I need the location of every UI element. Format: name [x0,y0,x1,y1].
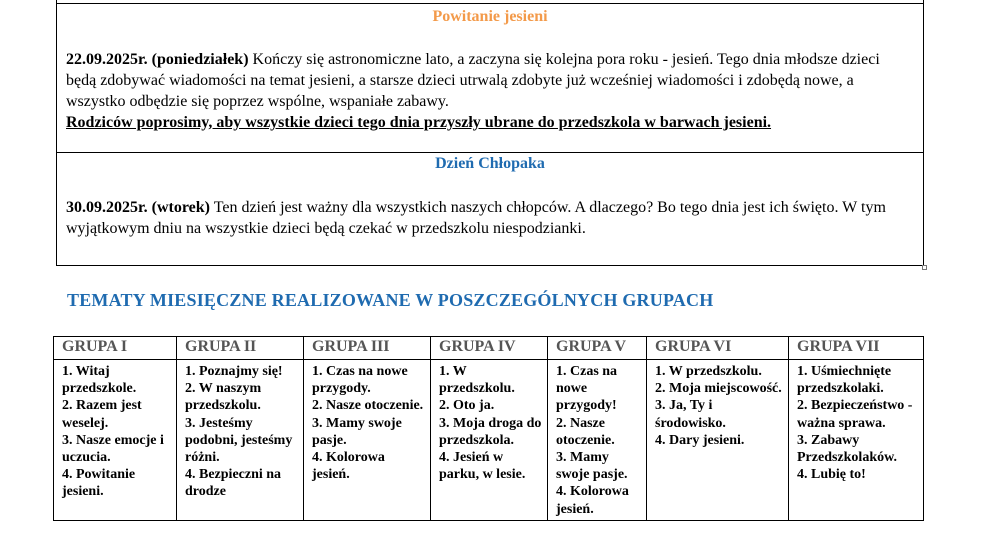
topic-item: 4. Dary jesieni. [655,432,745,448]
topic-item: 2. Oto ja. [439,398,495,414]
topic-item: 1. Witaj przedszkole. [62,364,137,397]
event-boys-day [57,152,923,265]
group-topics-cell [548,360,647,521]
topic-item: 1. Poznajmy się! [185,364,283,379]
group-header: GRUPA III [304,337,431,360]
topic-item: 4. Kolorowa jesień. [312,450,385,483]
event-date: 22.09.2025r. (poniedziałek) [66,51,249,68]
group-header: GRUPA I [54,337,177,360]
topic-item: 4. Jesień w parku, w lesie. [439,450,526,483]
topic-item: 3. Jesteśmy podobni, jesteśmy różni. [185,415,293,466]
monthly-topics-heading: TEMATY MIESIĘCZNE REALIZOWANE W POSZCZEGÓLNYCH GRUPACH [67,290,714,310]
topic-item: 2. Bezpieczeństwo - ważna sprawa. [797,398,913,431]
topic-item: 4. Lubię to! [797,467,866,483]
event-text: Ten dzień jest ważny dla wszystkich naszych chłopców. A dlaczego? Bo tego dnia jest ich święto. W tym wyjątkowym dniu na wszystkie dzieci będą czekać w przedszkolu niespodzianki. [66,199,886,237]
group-topics-cell [789,360,924,521]
group-topics-cell [177,360,304,521]
group-topics-cell [304,360,431,521]
resize-handle[interactable] [922,265,927,270]
topic-item: 1. Czas na nowe przygody! [556,364,618,414]
event-date: 30.09.2025r. (wtorek) [66,199,210,216]
topic-item: 3. Zabawy Przedszkolaków. [797,432,897,466]
topic-item: 3. Moja droga do przedszkola. [439,415,542,448]
group-header: GRUPA VI [647,337,789,360]
topic-item: 3. Ja, Ty i środowisko. [655,398,726,431]
group-header: GRUPA V [548,337,647,360]
events-box [56,0,924,266]
groups-table [53,336,924,521]
group-header: GRUPA VII [789,337,924,360]
topic-item: 1. W przedszkolu. [655,364,762,379]
topic-item: 1. Uśmiechnięte przedszkolaki. [797,364,892,397]
topic-item: 3. Mamy swoje pasje. [312,415,402,448]
topic-item: 3. Mamy swoje pasje. [556,450,628,483]
topic-item: 4. Kolorowa jesień. [556,484,629,517]
event-title: Powitanie jesieni [432,8,548,25]
topic-item: 2. W naszym przedszkolu. [185,381,262,414]
groups-header-row [54,337,924,360]
event-text: Kończy się astronomiczne lato, a zaczyna się kolejna pora roku - jesień. Tego dnia młodsze dzieci będą zdobywać wiadomości na temat jesieni, a starsze dzieci utrwalą zdobyte już wcześniej wiadomości i zdobędą nowe, a wszystko odbędzie się poprzez wspólne, wspaniałe zabawy. [66,51,880,110]
topic-item: 2. Moja miejscowość. [655,381,782,397]
topic-item: 2. Razem jest weselej. [62,398,142,431]
event-title: Dzień Chłopaka [435,155,545,172]
topic-item: 4. Bezpieczni na drodze [185,467,282,500]
event-description [66,49,913,133]
event-parent-note: Rodziców poprosimy, aby wszystkie dzieci tego dnia przyszły ubrane do przedszkola w barwach jesieni. [66,114,772,131]
topic-item: 2. Nasze otoczenie. [556,415,615,448]
topic-item: 1. W przedszkolu. [439,364,515,397]
topic-item: 3. Nasze emocje i uczucia. [62,432,164,466]
group-topics-cell [647,360,789,521]
group-header: GRUPA II [177,337,304,360]
topic-item: 4. Powitanie jesieni. [62,467,136,500]
event-autumn-welcome [57,3,923,152]
topic-item: 1. Czas na nowe przygody. [312,364,408,397]
groups-topics-row [54,360,924,521]
group-topics-cell [54,360,177,521]
topic-item: 2. Nasze otoczenie. [312,398,424,414]
event-description [66,197,913,239]
group-topics-cell [431,360,548,521]
group-header: GRUPA IV [431,337,548,360]
